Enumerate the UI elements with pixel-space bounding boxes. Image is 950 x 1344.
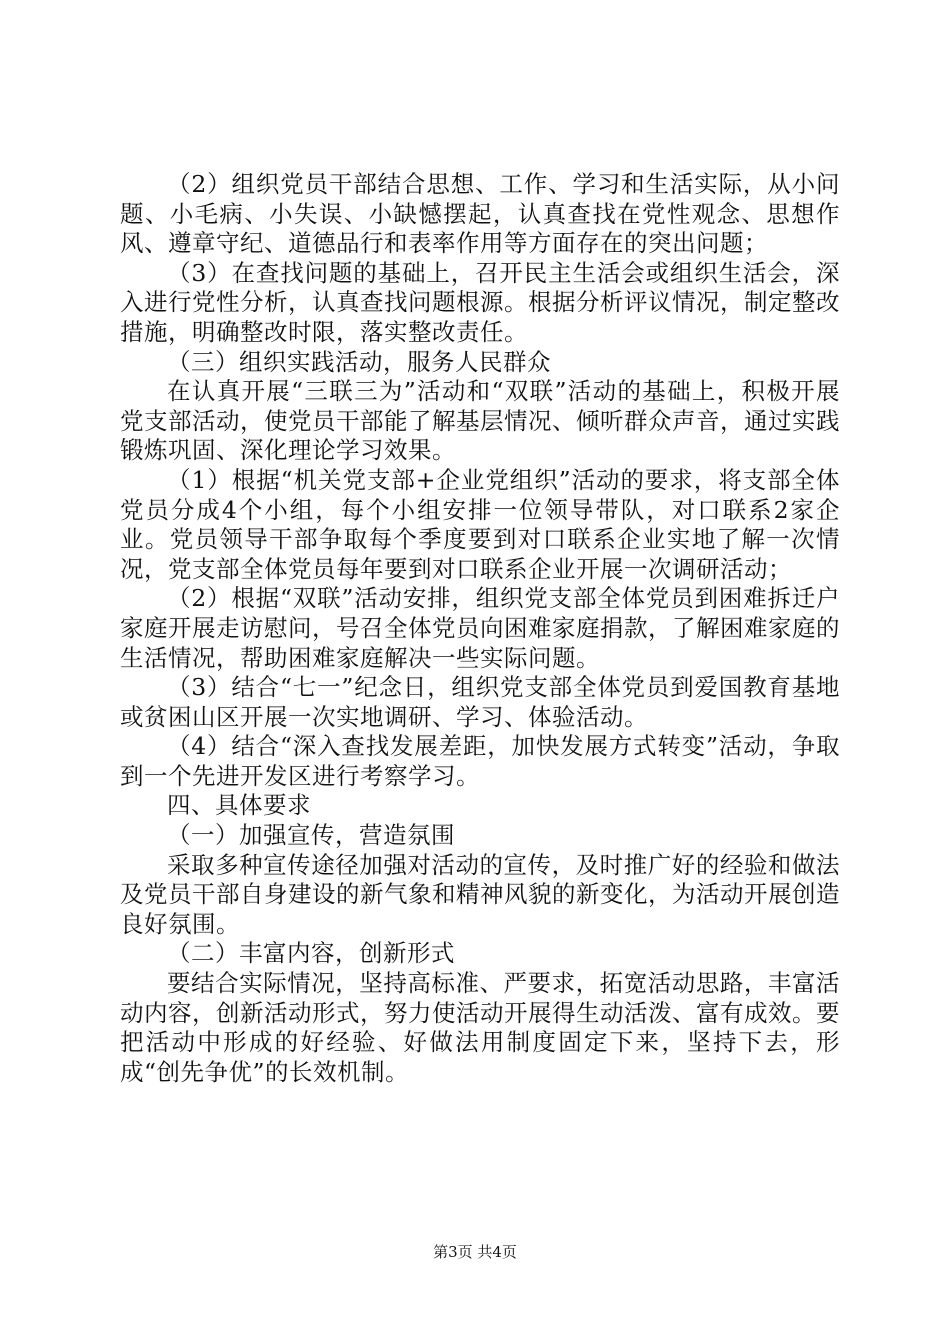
page-footer (0, 1242, 950, 1262)
document-body (120, 170, 840, 1087)
paragraph-6: （2）根据“双联”活动安排，组织党支部全体党员到困难拆迁户家庭开展走访慰问，号召全体党员向困难家庭捐款，了解困难家庭的生活情况，帮助困难家庭解决一些实际问题。 (120, 584, 840, 672)
paragraph-7: （3）结合“七一”纪念日，组织党支部全体党员到爱国教育基地或贫困山区开展一次实地调研、学习、体验活动。 (120, 673, 840, 731)
section-heading-3: （三）组织实践活动，服务人民群众 (167, 347, 551, 376)
paragraph-8: （4）结合“深入查找发展差距，加快发展方式转变”活动，争取到一个先进开发区进行考察学习。 (120, 732, 840, 790)
subsection-heading-1: （一）加强宣传，营造氛围 (167, 821, 455, 850)
paragraph-13: 要结合实际情况，坚持高标准、严要求，拓宽活动思路，丰富活动内容，创新活动形式，努力使活动开展得生动活泼、富有成效。要把活动中形成的好经验、好做法用制度固定下来，坚持下去，形成“创先争优”的长效机制。 (120, 969, 840, 1086)
paragraph-2: （3）在查找问题的基础上，召开民主生活会或组织生活会，深入进行党性分析，认真查找问题根源。根据分析评议情况，制定整改措施，明确整改时限，落实整改责任。 (120, 258, 840, 346)
paragraph-4: 在认真开展“三联三为”活动和“双联”活动的基础上，积极开展党支部活动，使党员干部能了解基层情况、倾听群众声音，通过实践锻炼巩固、深化理论学习效果。 (120, 377, 840, 465)
section-heading-4: 四、具体要求 (167, 791, 311, 820)
page-number-label: 第3页 共4页 (433, 1243, 517, 1261)
paragraph-11: 采取多种宣传途径加强对活动的宣传，及时推广好的经验和做法及党员干部自身建设的新气象和精神风貌的新变化，为活动开展创造良好氛围。 (120, 850, 840, 938)
subsection-heading-2: （二）丰富内容，创新形式 (167, 939, 455, 968)
paragraph-1: （2）组织党员干部结合思想、工作、学习和生活实际，从小问题、小毛病、小失误、小缺憾摆起，认真查找在党性观念、思想作风、遵章守纪、道德品行和表率作用等方面存在的突出问题； (120, 170, 840, 258)
paragraph-5: （1）根据“机关党支部+企业党组织”活动的要求，将支部全体党员分成4个小组，每个小组安排一位领导带队，对口联系2家企业。党员领导干部争取每个季度要到对口联系企业实地了解一次情况，党支部全体党员每年要到对口联系企业开展一次调研活动； (120, 465, 840, 583)
